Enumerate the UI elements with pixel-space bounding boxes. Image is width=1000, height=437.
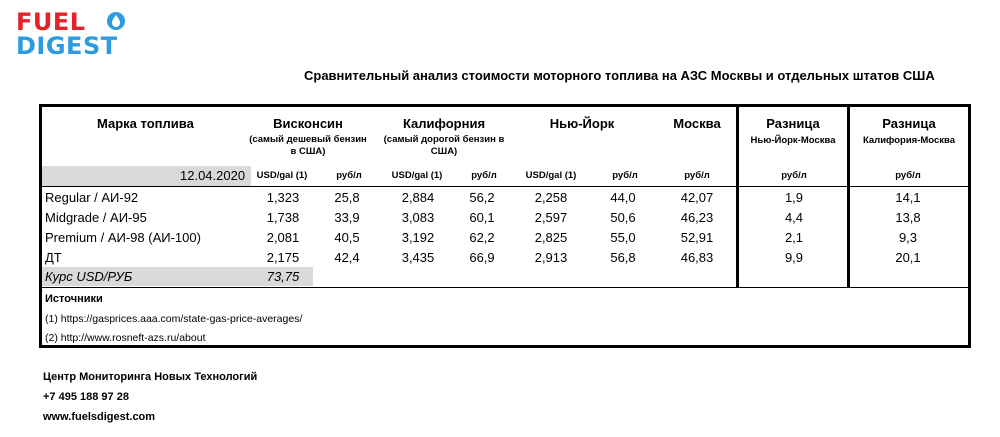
diff-ca-unit-rub: руб/л xyxy=(895,170,921,181)
footer-website[interactable]: www.fuelsdigest.com xyxy=(43,411,156,423)
logo-fuel-text: FUEL xyxy=(16,8,86,36)
ca-rub: 62,2 xyxy=(469,230,495,245)
newyork-header: Нью-Йорк xyxy=(549,116,615,131)
wi-rub: 25,8 xyxy=(334,190,360,205)
exchange-rate-label: Курс USD/РУБ xyxy=(45,269,133,284)
diff-ny-subheader: Нью-Йорк-Москва xyxy=(750,135,836,146)
fuel-price-table xyxy=(39,104,971,348)
wi-usd: 2,175 xyxy=(266,250,300,265)
diff-ny-header: Разница xyxy=(766,116,820,131)
california-unit-usd: USD/gal (1) xyxy=(391,170,443,181)
source-link[interactable]: (2) http://www.rosneft-azs.ru/about xyxy=(45,332,206,344)
sources-label: Источники xyxy=(45,293,103,305)
wisconsin-header: Висконсин xyxy=(273,116,343,131)
wi-rub: 33,9 xyxy=(334,210,360,225)
wi-rub: 40,5 xyxy=(334,230,360,245)
ca-usd: 3,192 xyxy=(401,230,435,245)
diff-ca-value: 9,3 xyxy=(898,230,918,245)
diff-ca-value: 14,1 xyxy=(895,190,921,205)
source-link[interactable]: (1) https://gasprices.aaa.com/state-gas-price-averages/ xyxy=(45,313,303,325)
fuel-name: Premium / АИ-98 (АИ-100) xyxy=(45,230,201,245)
diff-ny-divider xyxy=(736,107,739,287)
diff-ny-unit-rub: руб/л xyxy=(781,170,807,181)
diff-ny-value: 4,4 xyxy=(784,210,804,225)
ca-rub: 56,2 xyxy=(469,190,495,205)
california-note: (самый дорогой бензин в США) xyxy=(383,134,505,157)
moscow-unit-rub: руб/л xyxy=(684,170,710,181)
ca-usd: 3,083 xyxy=(401,210,435,225)
ca-rub: 66,9 xyxy=(469,250,495,265)
california-header: Калифорния xyxy=(402,116,486,131)
wi-usd: 1,323 xyxy=(266,190,300,205)
ny-rub: 44,0 xyxy=(610,190,636,205)
header-divider xyxy=(42,186,968,187)
diff-ny-value: 1,9 xyxy=(784,190,804,205)
moscow-header: Москва xyxy=(673,116,721,131)
ca-usd: 2,884 xyxy=(401,190,435,205)
msk-rub: 42,07 xyxy=(680,190,714,205)
ny-rub: 56,8 xyxy=(610,250,636,265)
ny-usd: 2,258 xyxy=(534,190,568,205)
logo-digest-text: DIGEST xyxy=(16,32,118,60)
ny-usd: 2,597 xyxy=(534,210,568,225)
ny-rub: 50,6 xyxy=(610,210,636,225)
diff-ny-value: 9,9 xyxy=(784,250,804,265)
exchange-rate-value: 73,75 xyxy=(266,269,300,284)
california-unit-rub: руб/л xyxy=(471,170,497,181)
diff-ca-value: 13,8 xyxy=(895,210,921,225)
report-date: 12.04.2020 xyxy=(180,168,246,183)
msk-rub: 46,23 xyxy=(680,210,714,225)
wisconsin-unit-rub: руб/л xyxy=(336,170,362,181)
fuel-name: ДТ xyxy=(45,250,62,265)
diff-ca-subheader: Калифория-Москва xyxy=(862,135,956,146)
msk-rub: 46,83 xyxy=(680,250,714,265)
ca-usd: 3,435 xyxy=(401,250,435,265)
fuel-name: Midgrade / АИ-95 xyxy=(45,210,147,225)
newyork-unit-usd: USD/gal (1) xyxy=(525,170,577,181)
ca-rub: 60,1 xyxy=(469,210,495,225)
newyork-unit-rub: руб/л xyxy=(612,170,638,181)
footer-org: Центр Мониторинга Новых Технологий xyxy=(43,371,258,383)
fuel-digest-logo xyxy=(16,10,126,66)
wi-usd: 2,081 xyxy=(266,230,300,245)
ny-usd: 2,825 xyxy=(534,230,568,245)
fuel-grade-header: Марка топлива xyxy=(97,116,194,131)
wi-rub: 42,4 xyxy=(334,250,360,265)
fuel-drop-icon xyxy=(106,11,126,31)
sources-divider xyxy=(42,287,968,288)
msk-rub: 52,91 xyxy=(680,230,714,245)
footer-phone: +7 495 188 97 28 xyxy=(43,391,129,403)
diff-ca-value: 20,1 xyxy=(895,250,921,265)
diff-ny-value: 2,1 xyxy=(784,230,804,245)
wisconsin-note: (самый дешевый бензин в США) xyxy=(249,134,367,157)
diff-ca-header: Разница xyxy=(882,116,936,131)
diff-ca-divider xyxy=(847,107,850,287)
page-title: Сравнительный анализ стоимости моторного топлива на АЗС Москвы и отдельных штатов США xyxy=(304,68,935,83)
ny-rub: 55,0 xyxy=(610,230,636,245)
ny-usd: 2,913 xyxy=(534,250,568,265)
wisconsin-unit-usd: USD/gal (1) xyxy=(256,170,308,181)
fuel-name: Regular / АИ-92 xyxy=(45,190,139,205)
wi-usd: 1,738 xyxy=(266,210,300,225)
